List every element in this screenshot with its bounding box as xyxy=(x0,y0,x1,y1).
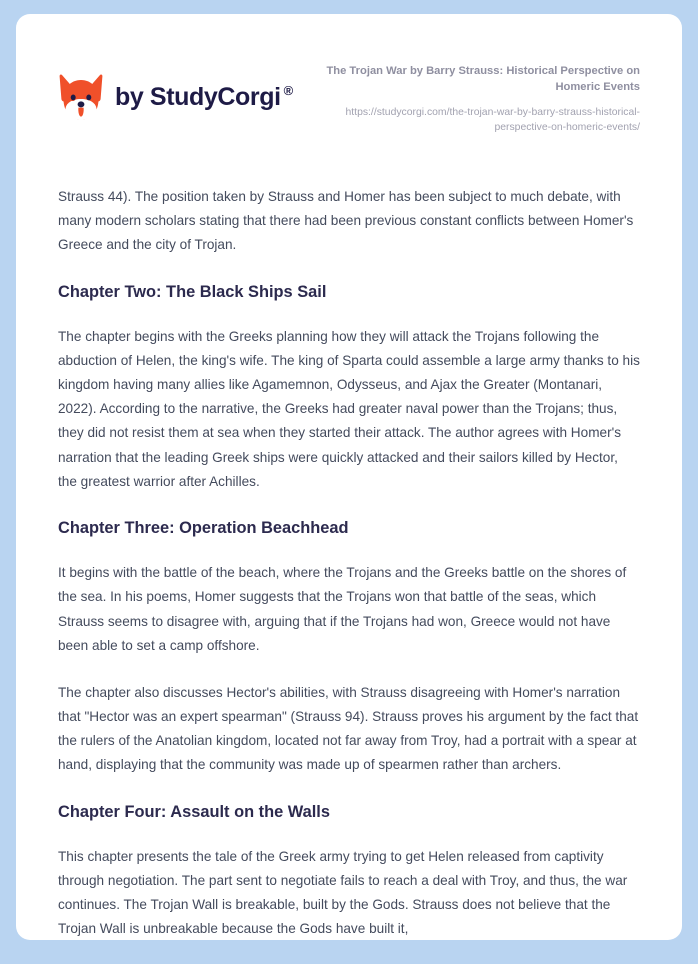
section-paragraph: The chapter also discusses Hector's abilities, with Strauss disagreeing with Homer's narration that "Hector was an expert spearman" (Strauss 94). Strauss proves his argument by the fact that the rulers of the Anatolian kingdom, located not far away from Troy, had a portrait with a spear at hand, displaying that the community was made up of spearmen rather than archers. xyxy=(58,684,639,773)
corgi-face-icon xyxy=(58,72,104,122)
chapter-section xyxy=(58,517,640,778)
intro-paragraph: Strauss 44). The position taken by Strauss and Homer has been subject to much debate, with many modern scholars stating that there had been previous constant conflicts between Homer's Greece and the city of Trojan. xyxy=(58,188,634,253)
document-title: The Trojan War by Barry Strauss: Historical Perspective on Homeric Events xyxy=(326,65,640,93)
header-meta xyxy=(293,62,640,135)
section-heading: Chapter Three: Operation Beachhead xyxy=(58,518,349,537)
document-url[interactable]: https://studycorgi.com/the-trojan-war-by-barry-strauss-historical-perspective-on-homeric-events/ xyxy=(345,106,640,133)
brand-wordmark-text: by StudyCorgi xyxy=(115,82,281,111)
section-heading: Chapter Two: The Black Ships Sail xyxy=(58,282,327,301)
section-paragraph: The chapter begins with the Greeks planning how they will attack the Trojans following the abduction of Helen, the king's wife. The king of Sparta could assemble a large army thanks to his kingdom having many allies like Agamemnon, Odysseus, and Ajax the Greater (Montanari, 2022). According to the narrative, the Greeks had greater naval power than the Trojans; thus, they did not resist them at sea when they started their attack. The author agrees with Homer's narration that the leading Greek ships were quickly attacked and their sailors killed by Hector, the greatest warrior after Achilles. xyxy=(58,328,640,489)
document-header xyxy=(16,14,682,135)
brand-wordmark xyxy=(115,83,293,112)
section-heading: Chapter Four: Assault on the Walls xyxy=(58,802,330,821)
document-body xyxy=(16,185,682,940)
brand-logo xyxy=(58,62,293,122)
document-page xyxy=(16,14,682,940)
chapter-section xyxy=(58,801,640,940)
section-paragraph: It begins with the battle of the beach, where the Trojans and the Greeks battle on the shores of the sea. In his poems, Homer suggests that the Trojans won that battle of the seas, which Strauss seems to disagree with, arguing that if the Trojans had won, Greece would not have been able to set a camp offshore. xyxy=(58,565,627,653)
section-paragraph: This chapter presents the tale of the Greek army trying to get Helen released from captivity through negotiation. The part sent to negotiate fails to reach a deal with Troy, and thus, the war continues. The Trojan Wall is breakable, built by the Gods. Strauss does not believe that the Trojan Wall is unbreakable because the Gods have built it, xyxy=(58,848,628,937)
registered-trademark-icon: ® xyxy=(283,82,293,98)
chapter-section xyxy=(58,281,640,494)
